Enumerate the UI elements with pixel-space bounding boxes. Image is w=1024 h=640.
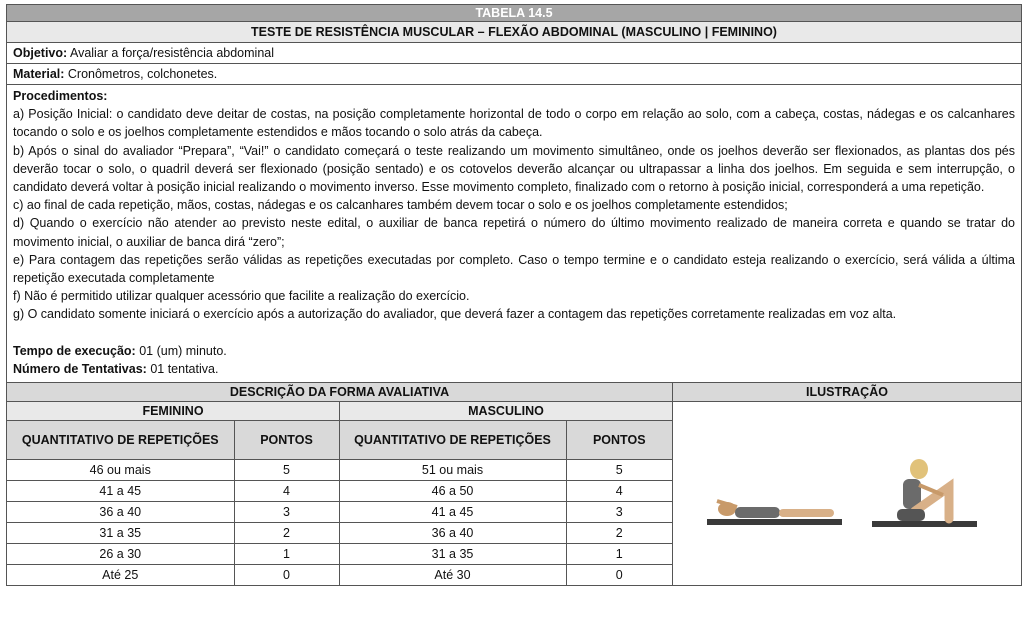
material-value: Cronômetros, colchonetes.	[67, 67, 218, 81]
col-rep-masc: QUANTITATIVO DE REPETIÇÕES	[339, 421, 566, 460]
evaluation-table-area	[7, 383, 673, 585]
procedimento-item: d) Quando o exercício não atender ao previsto neste edital, o auxiliar de banca repetirá o número do último movimento realizado de maneira correta e quando se tratar do movimento inicial, o auxiliar de banca dirá “zero”;	[13, 216, 1015, 249]
masculino-header: MASCULINO	[468, 404, 544, 419]
procedimento-item: e) Para contagem das repetições serão válidas as repetições executadas por completo. Caso o tempo termine e o candidato esteja realizando o exercício, será válida a última repetição executada completamente	[13, 252, 1015, 286]
evaluation-header: DESCRIÇÃO DA FORMA AVALIATIVA	[7, 383, 672, 402]
tentativas-value: 01 tentativa.	[150, 361, 219, 376]
procedimento-item: g) O candidato somente iniciará o exercício após a autorização do avaliador, que deverá fazer a contagem das repetições corretamente realizadas em voz alta.	[13, 307, 897, 322]
illustration-image	[673, 402, 1021, 585]
fem-rep-cell: 36 a 40	[7, 502, 234, 523]
procedimento-item: b) Após o sinal do avaliador “Prepara”, “Vai!” o candidato começará o teste realizando um movimento simultâneo, onde os joelhos deverão ser flexionados, as plantas dos pés deverão tocar o solo, o quadril deverá ser flexionado (posição sentado) e os cotovelos deverão alcançar ou ultrapassar a linha dos joelhos. Em seguida e sem interrupção, o candidato deverá voltar à posição inicial realizando o movimento inverso. Esse movimento completo, finalizado com o retorno à posição inicial, corresponderá a uma repetição.	[13, 143, 1015, 195]
masc-rep-cell: 41 a 45	[339, 502, 566, 523]
table-label: TABELA 14.5	[7, 5, 1021, 22]
evaluation-section	[7, 383, 1021, 585]
mat-right	[872, 521, 977, 527]
fem-pts-cell: 2	[234, 523, 339, 544]
masc-pts-cell: 3	[566, 502, 672, 523]
masc-pts-cell: 5	[566, 460, 672, 481]
fem-pts-cell: 4	[234, 481, 339, 502]
fem-pts-cell: 5	[234, 460, 339, 481]
procedimentos-label: Procedimentos:	[13, 89, 108, 103]
fem-rep-cell: 41 a 45	[7, 481, 234, 502]
objetivo-value: Avaliar a força/resistência abdominal	[69, 46, 275, 60]
illustration-header: ILUSTRAÇÃO	[673, 383, 1021, 402]
fem-rep-cell: 46 ou mais	[7, 460, 234, 481]
objetivo-label: Objetivo:	[13, 46, 68, 60]
gender-header-row	[7, 402, 672, 421]
head-right	[910, 459, 928, 479]
procedimento-item: a) Posição Inicial: o candidato deve deitar de costas, na posição completamente horizontal de todo o corpo em relação ao solo, com a cabeça, costas, nádegas e os calcanhares tocando o solo e os joelhos completamente estendidos e mãos tocando o solo atrás da cabeça.	[13, 107, 1015, 140]
situp-illustration	[687, 449, 1007, 539]
table-row	[7, 460, 672, 481]
masc-rep-cell: Até 30	[339, 565, 566, 586]
scoring-table	[7, 421, 672, 585]
masc-pts-cell: 0	[615, 568, 623, 583]
col-rep-fem: QUANTITATIVO DE REPETIÇÕES	[7, 421, 234, 460]
tempo-value: 01 (um) minuto.	[139, 343, 227, 358]
col-pts-fem: PONTOS	[234, 421, 339, 460]
masc-pts-cell: 4	[566, 481, 672, 502]
table-row	[7, 544, 672, 565]
masc-rep-cell: 36 a 40	[339, 523, 566, 544]
feminino-header: FEMININO	[7, 402, 340, 420]
test-table	[6, 4, 1022, 586]
table-row	[7, 565, 672, 586]
procedimento-item: f) Não é permitido utilizar qualquer acessório que facilite a realização do exercício.	[13, 289, 470, 304]
tentativas-label: Número de Tentativas:	[13, 361, 147, 376]
table-row	[7, 481, 672, 502]
objetivo-row	[7, 43, 1021, 64]
mat-left	[707, 519, 842, 525]
torso-left	[735, 507, 780, 518]
procedimento-item: c) ao final de cada repetição, mãos, costas, nádegas e os calcanhares também devem tocar o solo e os joelhos completamente estendidos;	[13, 198, 788, 213]
tempo-row	[13, 342, 1015, 360]
masc-rep-cell: 51 ou mais	[339, 460, 566, 481]
fem-pts-cell: 1	[234, 544, 339, 565]
masc-rep-cell: 46 a 50	[339, 481, 566, 502]
fem-rep-cell: 26 a 30	[7, 544, 234, 565]
table-title: TESTE DE RESISTÊNCIA MUSCULAR – FLEXÃO ABDOMINAL (MASCULINO | FEMININO)	[7, 22, 1021, 43]
masc-pts-cell: 1	[566, 544, 672, 565]
fem-rep-cell: 31 a 35	[7, 523, 234, 544]
tentativas-row	[13, 360, 1015, 378]
masc-rep-cell: 31 a 35	[339, 544, 566, 565]
fem-rep-cell: Até 25	[7, 565, 234, 586]
table-row	[7, 523, 672, 544]
illustration-area	[673, 383, 1021, 585]
col-pts-masc: PONTOS	[566, 421, 672, 460]
fem-pts-cell: 0	[234, 565, 339, 586]
procedimentos-section	[7, 85, 1021, 383]
material-row	[7, 64, 1021, 85]
table-row	[7, 502, 672, 523]
material-label: Material:	[13, 67, 65, 81]
masc-pts-cell: 2	[566, 523, 672, 544]
tempo-label: Tempo de execução:	[13, 343, 136, 358]
legs-left	[779, 509, 834, 517]
fem-pts-cell: 3	[234, 502, 339, 523]
